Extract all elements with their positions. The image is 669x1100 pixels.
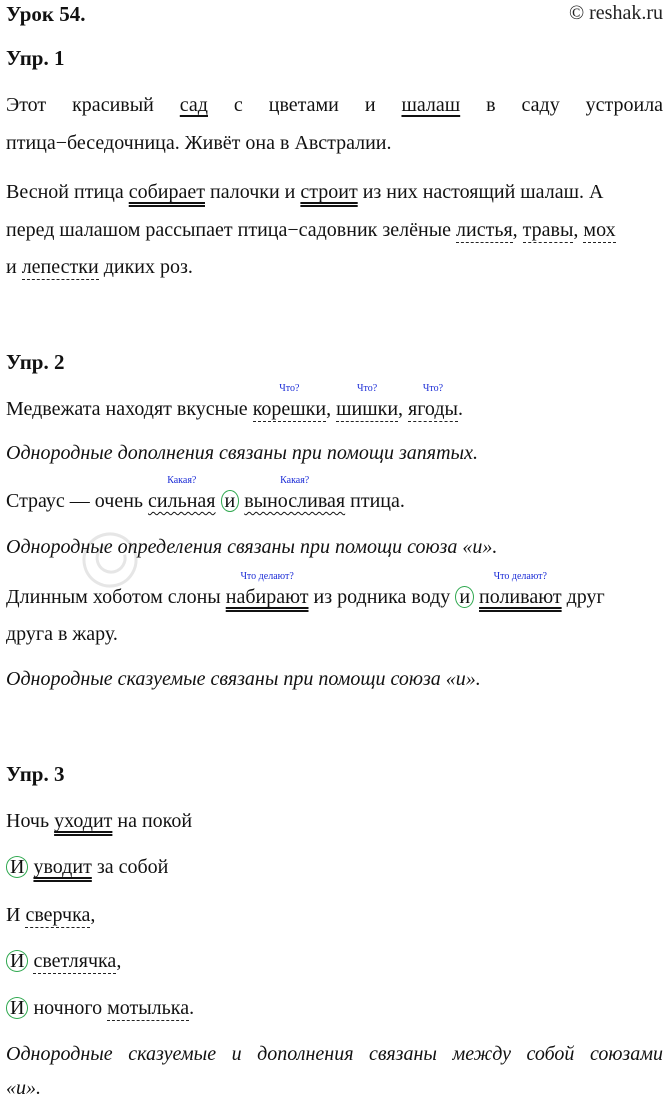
homogeneous-predicate bbox=[225, 571, 309, 609]
predicate-word: уходит bbox=[54, 810, 113, 832]
word: Этот bbox=[6, 94, 47, 116]
object-travy: травы bbox=[522, 219, 574, 241]
word: выносливая bbox=[244, 490, 346, 512]
object-shalash: шалаш bbox=[401, 94, 461, 116]
ex2-line-3 bbox=[6, 571, 663, 609]
ex2-title: Упр. 2 bbox=[6, 350, 65, 374]
homogeneous-object bbox=[336, 383, 399, 421]
text: за собой bbox=[91, 856, 169, 878]
word: устроила bbox=[585, 94, 664, 116]
ex1-line-4 bbox=[6, 218, 663, 242]
question-label: Что? bbox=[356, 383, 378, 394]
text: и bbox=[6, 256, 22, 278]
object-moh: мох bbox=[583, 219, 616, 241]
ex1-line-5 bbox=[6, 255, 663, 279]
question-label: Какая? bbox=[167, 475, 197, 486]
ex2-line-2 bbox=[6, 475, 663, 513]
text: Ночь bbox=[6, 810, 55, 832]
word: и bbox=[364, 94, 376, 116]
text: , bbox=[398, 398, 409, 420]
question-label: Что? bbox=[279, 383, 300, 394]
site-credit: © reshak.ru bbox=[568, 2, 663, 24]
object-sad: сад bbox=[179, 94, 208, 116]
object-word: мотылька bbox=[107, 997, 190, 1019]
text: из них настоящий шалаш. А bbox=[357, 181, 604, 203]
predicate-word: уводит bbox=[33, 856, 92, 878]
text: И bbox=[6, 904, 26, 926]
ex1-line-2: птица−беседочница. Живёт она в Австралии. bbox=[6, 132, 392, 154]
word: саду bbox=[521, 94, 560, 116]
object-word: сверчка bbox=[25, 904, 91, 926]
word: ягоды bbox=[408, 398, 458, 420]
question-label: Что? bbox=[422, 383, 444, 394]
text: Длинным хоботом слоны bbox=[6, 586, 226, 608]
text: , bbox=[573, 219, 584, 241]
object-word: светлячка bbox=[33, 950, 117, 972]
ex2-line-1 bbox=[6, 383, 663, 421]
ex3-poem-line-4 bbox=[6, 949, 663, 973]
ex1-title: Упр. 1 bbox=[6, 46, 65, 70]
predicate-stroit: строит bbox=[300, 181, 358, 203]
text: , bbox=[512, 219, 523, 241]
header bbox=[6, 2, 663, 28]
text: Медвежата находят вкусные bbox=[6, 398, 253, 420]
ex3-note-1: Однородные сказуемые и дополнения связаны между собой союзами bbox=[6, 1043, 663, 1065]
word: поливают bbox=[479, 586, 562, 608]
word: красивый bbox=[72, 94, 154, 116]
text: . bbox=[189, 997, 195, 1019]
ex3-poem-line-1 bbox=[6, 809, 663, 833]
conjunction-circle: И bbox=[6, 856, 28, 878]
word: сильная bbox=[148, 490, 216, 512]
ex2-note-2: Однородные определения связаны при помощи союза «и». bbox=[6, 536, 498, 558]
ex3-poem-line-3 bbox=[6, 903, 663, 927]
text: диких роз. bbox=[98, 256, 193, 278]
word: цветами bbox=[268, 94, 339, 116]
text: друг bbox=[561, 586, 605, 608]
homogeneous-object bbox=[408, 383, 458, 421]
ex3-title: Упр. 3 bbox=[6, 762, 65, 786]
question-label: Что делают? bbox=[240, 571, 294, 582]
text: , bbox=[326, 398, 337, 420]
object-lepestki: лепестки bbox=[21, 256, 99, 278]
ex3-note-2: «и». bbox=[6, 1077, 41, 1099]
text: , bbox=[116, 950, 122, 972]
question-label: Что делают? bbox=[493, 571, 547, 582]
text: Весной птица bbox=[6, 181, 129, 203]
question-label: Какая? bbox=[280, 475, 310, 486]
text: . bbox=[457, 398, 463, 420]
text: на покой bbox=[112, 810, 193, 832]
homogeneous-attribute bbox=[148, 475, 216, 513]
ex2-note-1: Однородные дополнения связаны при помощи запятых. bbox=[6, 442, 478, 464]
text: , bbox=[90, 904, 96, 926]
conjunction-circle: И bbox=[6, 950, 28, 972]
object-listya: листья bbox=[456, 219, 513, 241]
word: с bbox=[233, 94, 243, 116]
word: в bbox=[486, 94, 496, 116]
conjunction-circle: И bbox=[6, 997, 28, 1019]
ex2-line-4: друга в жару. bbox=[6, 623, 118, 645]
text: перед шалашом рассыпает птица−садовник зелёные bbox=[6, 219, 457, 241]
conjunction-circle: и bbox=[221, 490, 240, 512]
ex3-poem-line-2 bbox=[6, 855, 663, 879]
text: ночного bbox=[28, 997, 108, 1019]
word: корешки bbox=[252, 398, 327, 420]
ex1-line-1 bbox=[6, 93, 663, 117]
ex2-note-3: Однородные сказуемые связаны при помощи союза «и». bbox=[6, 668, 481, 690]
text: птица. bbox=[345, 490, 405, 512]
ex1-line-3 bbox=[6, 180, 663, 204]
predicate-sobiraet: собирает bbox=[128, 181, 205, 203]
homogeneous-attribute bbox=[244, 475, 346, 513]
word: набирают bbox=[225, 586, 309, 608]
homogeneous-object bbox=[252, 383, 327, 421]
conjunction-circle: и bbox=[455, 586, 474, 608]
word: шишки bbox=[336, 398, 399, 420]
text: Страус — очень bbox=[6, 490, 149, 512]
homogeneous-predicate bbox=[479, 571, 562, 609]
lesson-title: Урок 54. bbox=[6, 2, 86, 26]
text: палочки и bbox=[204, 181, 301, 203]
text: из родника воду bbox=[308, 586, 456, 608]
ex3-poem-line-5 bbox=[6, 996, 663, 1020]
